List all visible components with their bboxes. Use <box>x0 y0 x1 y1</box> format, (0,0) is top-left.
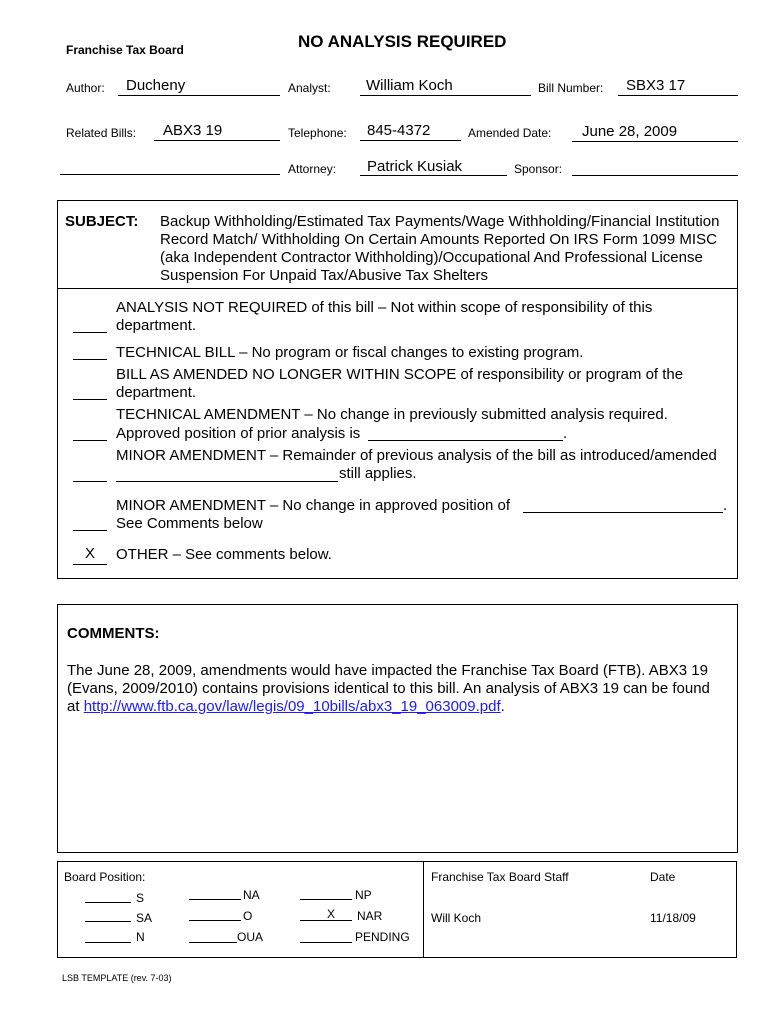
related-bills-line <box>154 140 280 141</box>
attorney-label: Attorney: <box>288 162 337 176</box>
subject-divider <box>57 288 738 289</box>
position-oua-blank[interactable] <box>189 942 237 943</box>
position-o-blank[interactable] <box>189 920 241 921</box>
comments-line-prefix: at <box>67 698 84 715</box>
subject-line: Record Match/ Withholding On Certain Amounts Reported On IRS Form 1099 MISC <box>160 231 717 248</box>
position-s-blank[interactable] <box>85 902 131 903</box>
position-na-label: NA <box>243 888 260 902</box>
telephone-label: Telephone: <box>288 126 347 140</box>
option-minor-no-change-line1: MINOR AMENDMENT – No change in approved position of <box>116 497 511 514</box>
attorney-line <box>360 175 507 176</box>
bill-number-label: Bill Number: <box>538 81 604 95</box>
related-bills-label: Related Bills: <box>66 126 137 140</box>
bill-number-value: SBX3 17 <box>626 77 686 94</box>
amended-date-label: Amended Date: <box>468 126 552 140</box>
option-out-of-scope-line1: BILL AS AMENDED NO LONGER WITHIN SCOPE of responsibility or program of the <box>116 366 684 383</box>
approved-position-blank[interactable] <box>523 512 723 513</box>
option-other-checkbox[interactable] <box>73 564 107 565</box>
attorney-value: Patrick Kusiak <box>367 158 463 175</box>
option-not-required-line2: department. <box>116 317 197 334</box>
position-o-label: O <box>243 909 253 923</box>
author-label: Author: <box>66 81 105 95</box>
option-minor-amendment-line2: still applies. <box>339 465 417 482</box>
board-divider <box>423 861 424 958</box>
subject-text <box>160 213 719 285</box>
amended-date-line <box>572 141 738 142</box>
position-np-label: NP <box>355 888 372 902</box>
position-pending-label: PENDING <box>355 930 410 944</box>
option-out-of-scope-checkbox[interactable] <box>73 399 107 400</box>
subject-line: (aka Independent Contractor Withholding)/Occupational And Professional License <box>160 249 703 266</box>
page-title: NO ANALYSIS REQUIRED <box>298 32 507 51</box>
board-position-label: Board Position: <box>64 870 146 884</box>
comments-label: COMMENTS: <box>67 625 160 642</box>
position-n-label: N <box>136 930 145 944</box>
position-sa-blank[interactable] <box>85 921 131 922</box>
option-technical-bill-checkbox[interactable] <box>73 359 107 360</box>
option-out-of-scope-line2: department. <box>116 384 197 401</box>
sponsor-label: Sponsor: <box>514 162 563 176</box>
amended-date-value: June 28, 2009 <box>582 123 678 140</box>
subject-line: Suspension For Unpaid Tax/Abusive Tax Shelters <box>160 267 488 284</box>
subject-label: SUBJECT: <box>65 213 139 230</box>
position-oua-label: OUA <box>237 930 264 944</box>
option-minor-no-change-checkbox[interactable] <box>73 530 107 531</box>
position-pending-blank[interactable] <box>300 942 352 943</box>
date-label: Date <box>650 870 676 884</box>
telephone-line <box>360 140 461 141</box>
staff-date: 11/18/09 <box>650 911 696 925</box>
analyst-line <box>360 95 531 96</box>
option-technical-amendment-period: . <box>563 425 568 442</box>
option-minor-amendment-line1: MINOR AMENDMENT – Remainder of previous analysis of the bill as introduced/amended <box>116 447 717 464</box>
option-technical-amendment-line1: TECHNICAL AMENDMENT – No change in previously submitted analysis required. <box>116 406 668 423</box>
option-other-mark: X <box>85 545 96 562</box>
position-nar-blank[interactable] <box>300 920 352 921</box>
option-minor-no-change-period: . <box>723 497 728 514</box>
option-minor-amendment-checkbox[interactable] <box>73 481 107 482</box>
telephone-value: 845-4372 <box>367 122 431 139</box>
staff-label: Franchise Tax Board Staff <box>431 870 569 884</box>
option-not-required-checkbox[interactable] <box>73 332 107 333</box>
position-n-blank[interactable] <box>85 942 131 943</box>
analyst-label: Analyst: <box>288 81 331 95</box>
position-nar-label: NAR <box>357 909 383 923</box>
position-sa-label: SA <box>136 911 153 925</box>
sponsor-line <box>572 175 738 176</box>
option-not-required-line1: ANALYSIS NOT REQUIRED of this bill – Not within scope of responsibility of this <box>116 299 653 316</box>
analysis-link[interactable]: http://www.ftb.ca.gov/law/legis/09_10bills/abx3_19_063009.pdf <box>83 698 501 715</box>
position-na-blank[interactable] <box>189 899 241 900</box>
bill-number-line <box>618 95 738 96</box>
comments-text <box>67 662 710 716</box>
option-other: OTHER – See comments below. <box>116 546 332 563</box>
option-minor-no-change-line2: See Comments below <box>116 515 263 532</box>
position-np-blank[interactable] <box>300 899 352 900</box>
option-technical-bill: TECHNICAL BILL – No program or fiscal changes to existing program. <box>116 344 584 361</box>
comments-line-suffix: . <box>500 698 505 715</box>
option-technical-amendment-checkbox[interactable] <box>73 440 107 441</box>
staff-name: Will Koch <box>431 911 482 925</box>
position-s-label: S <box>136 891 145 905</box>
comments-line: The June 28, 2009, amendments would have impacted the Franchise Tax Board (FTB). ABX3 19 <box>67 662 708 679</box>
author-line <box>118 95 280 96</box>
template-footer: LSB TEMPLATE (rev. 7-03) <box>62 973 172 983</box>
analysis-version-blank[interactable] <box>116 481 338 482</box>
author-value: Ducheny <box>126 77 186 94</box>
blank-line <box>60 174 280 175</box>
related-bills-value: ABX3 19 <box>163 122 223 139</box>
position-nar-mark: X <box>327 907 336 921</box>
prior-position-blank[interactable] <box>368 440 563 441</box>
comments-line: (Evans, 2009/2010) contains provisions identical to this bill. An analysis of ABX3 19 can be found <box>67 680 710 697</box>
org-name: Franchise Tax Board <box>66 43 184 57</box>
subject-line: Backup Withholding/Estimated Tax Payments/Wage Withholding/Financial Institution <box>160 213 720 230</box>
option-technical-amendment-line2: Approved position of prior analysis is <box>116 425 361 442</box>
analyst-value: William Koch <box>366 77 453 94</box>
comments-line <box>67 698 710 716</box>
